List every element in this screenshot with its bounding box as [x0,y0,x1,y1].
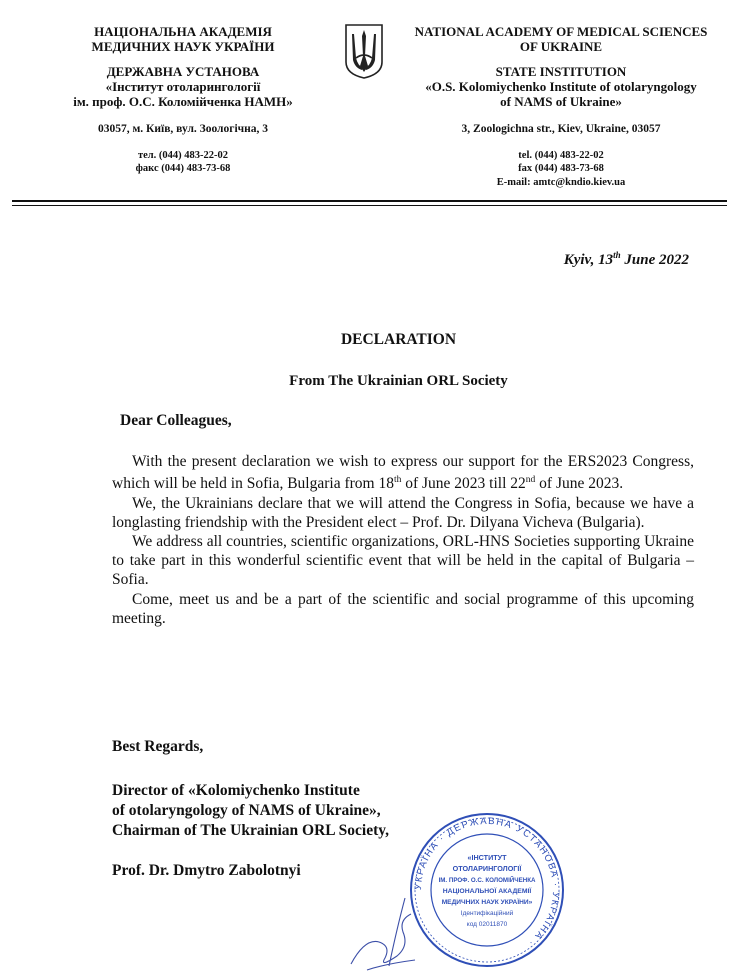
stamp-line7: код 02011870 [466,921,508,928]
letterhead-ua [38,24,328,176]
en-inst-line1: «O.S. Kolomiychenko Institute of otolaryngology [425,79,697,94]
official-stamp [408,805,566,975]
header-divider-thick [12,200,727,202]
director-line1: Director of «Kolomiychenko Institute [112,782,360,799]
director-line3: Chairman of The Ukrainian ORL Society, [112,822,390,839]
document-title: DECLARATION [340,331,457,348]
paragraph-2: We, the Ukrainians declare that we will attend the Congress in Sofia, because we have a longlasting friendship with the President elect – Prof. Dr. Dilyana Vicheva (Bulgaria). [112,494,694,531]
stamp-ring-text: УКРАЇНА · ДЕРЖАВНА УСТАНОВА · УКРАЇНА · [412,815,562,949]
paragraph-1: With the present declaration we wish to express our support for the ERS2023 Congress, which will be held in Sofia, Bulgaria from 18th of June 2023 till 22nd of June 2023. [112,453,694,493]
signatory-name: Prof. Dr. Dmytro Zabolotnyi [112,862,301,879]
stamp-line1: «ІНСТИТУТ [467,853,507,862]
stamp-line6: Ідентифікаційний [460,910,514,917]
en-email: E-mail: amtc@kndio.kiev.ua [496,176,626,188]
signatory-title [112,781,389,841]
ua-fax: факс (044) 483-73-68 [135,163,231,174]
stamp-line3: ІМ. ПРОФ. О.С. КОЛОМІЙЧЕНКА [438,877,536,884]
ua-inst-type: ДЕРЖАВНА УСТАНОВА [106,64,260,79]
ua-inst-line1: «Інститут отоларингології [105,79,261,94]
en-phone: tel. (044) 483-22-02 [518,149,604,161]
greeting: Dear Colleagues, [120,412,232,429]
en-inst-type: STATE INSTITUTION [495,64,627,79]
paragraph-4: Come, meet us and be a part of the scientific and social programme of this upcoming meeting. [112,590,694,627]
en-address: 3, Zoologichna str., Kiev, Ukraine, 03057 [461,123,661,135]
letterhead-en [405,24,717,189]
ua-inst-line2: ім. проф. О.С. Коломійченка НАМН» [73,94,293,109]
closing-regards: Best Regards, [112,738,204,755]
stamp-line4: НАЦІОНАЛЬНОЇ АКАДЕМІЇ [442,888,532,895]
ua-address: 03057, м. Київ, вул. Зоологічна, 3 [97,123,269,135]
ua-phone: тел. (044) 483-22-02 [137,149,229,161]
en-inst-line2: of NAMS of Ukraine» [500,94,622,109]
stamp-line5: МЕДИЧНИХ НАУК УКРАЇНИ» [441,899,533,906]
director-line2: of otolaryngology of NAMS of Ukraine», [112,802,381,819]
ua-org-line2: МЕДИЧНИХ НАУК УКРАЇНИ [91,39,275,54]
header-divider-thin [12,205,727,206]
en-fax: fax (044) 483-73-68 [518,163,604,174]
letter-date: Kyiv, 13th June 2022 [563,250,689,268]
en-org-line2: OF UKRAINE [519,39,603,54]
document-subtitle: From The Ukrainian ORL Society [289,373,508,389]
paragraph-3: We address all countries, scientific organizations, ORL-HNS Societies supporting Ukraine to take part in this wonderful scientific event that will be held in the capital of Bulgaria – Sofia. [112,532,694,589]
letter-body [112,452,694,628]
stamp-line2: ОТОЛАРИНГОЛОГІЇ [452,864,522,873]
ukraine-trident-icon [343,22,385,80]
ua-org-line1: НАЦІОНАЛЬНА АКАДЕМІЯ [94,24,272,39]
en-org-line1: NATIONAL ACADEMY OF MEDICAL SCIENCES [414,24,708,39]
